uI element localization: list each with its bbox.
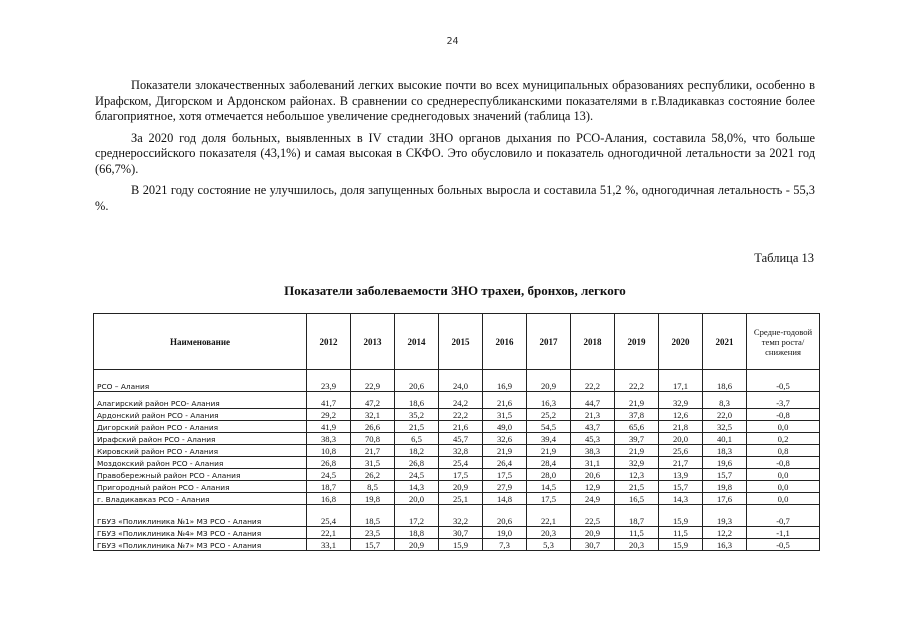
- table-row: [94, 421, 820, 433]
- value-cell: 18,3: [703, 445, 747, 457]
- value-cell: 26,8: [307, 457, 351, 469]
- value-cell: 41,7: [307, 392, 351, 409]
- value-cell: 17,6: [703, 493, 747, 505]
- value-cell: 19,0: [483, 527, 527, 539]
- value-cell: 20,9: [395, 539, 439, 551]
- paragraph-2: За 2020 год доля больных, выявленных в IV стадии ЗНО органов дыхания по РСО-Алания, составила 58,0%, что больше среднероссийского показателя (43,1%) и самая высокая в СКФО. Это обусловило и показатель одногодичной летальности за 2021 год (66,7%).: [95, 130, 815, 176]
- value-cell: 22,5: [571, 505, 615, 527]
- table-row: [94, 433, 820, 445]
- value-cell: 21,5: [395, 421, 439, 433]
- value-cell: 20,0: [659, 433, 703, 445]
- trend-cell: 0,0: [747, 469, 820, 481]
- value-cell: 21,3: [571, 409, 615, 421]
- value-cell: 24,0: [439, 370, 483, 392]
- table-row: [94, 409, 820, 421]
- value-cell: 17,5: [439, 469, 483, 481]
- value-cell: 16,8: [307, 493, 351, 505]
- trend-cell: -0,5: [747, 370, 820, 392]
- value-cell: 25,2: [527, 409, 571, 421]
- value-cell: 21,9: [527, 445, 571, 457]
- value-cell: 33,1: [307, 539, 351, 551]
- value-cell: 18,2: [395, 445, 439, 457]
- value-cell: 15,9: [439, 539, 483, 551]
- value-cell: 26,4: [483, 457, 527, 469]
- value-cell: 15,7: [703, 469, 747, 481]
- value-cell: 20,6: [483, 505, 527, 527]
- body-text: [95, 78, 815, 220]
- trend-cell: 0,0: [747, 493, 820, 505]
- value-cell: 22,1: [307, 527, 351, 539]
- row-name-cell: г. Владикавказ РСО - Алания: [94, 493, 307, 505]
- value-cell: 12,3: [615, 469, 659, 481]
- value-cell: 27,9: [483, 481, 527, 493]
- value-cell: 18,6: [395, 392, 439, 409]
- value-cell: 8,3: [703, 392, 747, 409]
- value-cell: 12,6: [659, 409, 703, 421]
- row-name-cell: Ардонский район РСО - Алания: [94, 409, 307, 421]
- trend-cell: -1,1: [747, 527, 820, 539]
- value-cell: 5,3: [527, 539, 571, 551]
- value-cell: 39,7: [615, 433, 659, 445]
- header-name: Наименование: [94, 314, 307, 370]
- value-cell: 65,6: [615, 421, 659, 433]
- value-cell: 24,2: [439, 392, 483, 409]
- table-row: [94, 527, 820, 539]
- value-cell: 11,5: [615, 527, 659, 539]
- value-cell: 21,9: [615, 445, 659, 457]
- value-cell: 12,9: [571, 481, 615, 493]
- value-cell: 14,3: [395, 481, 439, 493]
- value-cell: 32,9: [615, 457, 659, 469]
- header-year: 2015: [439, 314, 483, 370]
- value-cell: 6,5: [395, 433, 439, 445]
- value-cell: 25,1: [439, 493, 483, 505]
- header-year: 2013: [351, 314, 395, 370]
- value-cell: 10,8: [307, 445, 351, 457]
- trend-cell: 0,0: [747, 421, 820, 433]
- value-cell: 15,7: [659, 481, 703, 493]
- value-cell: 38,3: [307, 433, 351, 445]
- value-cell: 20,0: [395, 493, 439, 505]
- header-trend: Средне-годовой темп роста/ снижения: [747, 314, 820, 370]
- trend-cell: 0,2: [747, 433, 820, 445]
- value-cell: 20,3: [527, 527, 571, 539]
- value-cell: 21,8: [659, 421, 703, 433]
- value-cell: 17,5: [483, 469, 527, 481]
- value-cell: 22,2: [439, 409, 483, 421]
- header-year: 2017: [527, 314, 571, 370]
- paragraph-1: Показатели злокачественных заболеваний легких высокие почти во всех муниципальных образованиях республики, особенно в Ирафском, Дигорском и Ардонском районах. В сравнении со среднереспубликанскими показателями в г.Владикавказ состояние более благоприятное, хотя отмечается небольшое увеличение среднегодовых значений (таблица 13).: [95, 78, 815, 123]
- value-cell: 70,8: [351, 433, 395, 445]
- value-cell: 38,3: [571, 445, 615, 457]
- value-cell: 17,5: [527, 493, 571, 505]
- value-cell: 30,7: [439, 527, 483, 539]
- value-cell: 18,7: [307, 481, 351, 493]
- header-year: 2019: [615, 314, 659, 370]
- value-cell: 44,7: [571, 392, 615, 409]
- header-year: 2021: [703, 314, 747, 370]
- row-name-cell: Ирафский район РСО - Алания: [94, 433, 307, 445]
- row-name-cell: Моздокский район РСО - Алания: [94, 457, 307, 469]
- value-cell: 24,5: [307, 469, 351, 481]
- value-cell: 26,2: [351, 469, 395, 481]
- value-cell: 47,2: [351, 392, 395, 409]
- trend-cell: 0,0: [747, 481, 820, 493]
- value-cell: 22,2: [571, 370, 615, 392]
- value-cell: 16,9: [483, 370, 527, 392]
- value-cell: 32,6: [483, 433, 527, 445]
- trend-cell: 0,8: [747, 445, 820, 457]
- value-cell: 17,2: [395, 505, 439, 527]
- value-cell: 21,9: [615, 392, 659, 409]
- trend-cell: -0,5: [747, 539, 820, 551]
- value-cell: 16,3: [703, 539, 747, 551]
- value-cell: 11,5: [659, 527, 703, 539]
- value-cell: 23,9: [307, 370, 351, 392]
- header-year: 2018: [571, 314, 615, 370]
- value-cell: 21,7: [659, 457, 703, 469]
- value-cell: 19,8: [351, 493, 395, 505]
- trend-cell: -0,8: [747, 409, 820, 421]
- row-name-cell: РСО – Алания: [94, 370, 307, 392]
- value-cell: 16,5: [615, 493, 659, 505]
- value-cell: 24,5: [395, 469, 439, 481]
- value-cell: 15,9: [659, 539, 703, 551]
- value-cell: 15,7: [351, 539, 395, 551]
- table-title: Показатели заболеваемости ЗНО трахеи, бронхов, легкого: [284, 283, 626, 298]
- value-cell: 29,2: [307, 409, 351, 421]
- value-cell: 22,9: [351, 370, 395, 392]
- value-cell: 45,3: [571, 433, 615, 445]
- value-cell: 22,0: [703, 409, 747, 421]
- value-cell: 19,6: [703, 457, 747, 469]
- table-row: [94, 469, 820, 481]
- page-number: 24: [446, 36, 459, 47]
- row-name-cell: ГБУЗ «Поликлиника №4» МЗ РСО - Алания: [94, 527, 307, 539]
- value-cell: 35,2: [395, 409, 439, 421]
- value-cell: 32,8: [439, 445, 483, 457]
- value-cell: 17,1: [659, 370, 703, 392]
- value-cell: 41,9: [307, 421, 351, 433]
- value-cell: 15,9: [659, 505, 703, 527]
- row-name-cell: ГБУЗ «Поликлиника №1» МЗ РСО - Алания: [94, 505, 307, 527]
- row-name-cell: Дигорский район РСО - Алания: [94, 421, 307, 433]
- value-cell: 21,9: [483, 445, 527, 457]
- value-cell: 32,5: [703, 421, 747, 433]
- header-year: 2016: [483, 314, 527, 370]
- value-cell: 31,1: [571, 457, 615, 469]
- value-cell: 18,8: [395, 527, 439, 539]
- value-cell: 54,5: [527, 421, 571, 433]
- table-row: [94, 392, 820, 409]
- trend-cell: -3,7: [747, 392, 820, 409]
- value-cell: 16,3: [527, 392, 571, 409]
- value-cell: 32,1: [351, 409, 395, 421]
- value-cell: 28,0: [527, 469, 571, 481]
- value-cell: 19,8: [703, 481, 747, 493]
- value-cell: 7,3: [483, 539, 527, 551]
- value-cell: 26,8: [395, 457, 439, 469]
- value-cell: 25,6: [659, 445, 703, 457]
- trend-cell: -0,8: [747, 457, 820, 469]
- value-cell: 30,7: [571, 539, 615, 551]
- row-name-cell: ГБУЗ «Поликлиника №7» МЗ РСО - Алания: [94, 539, 307, 551]
- value-cell: 32,2: [439, 505, 483, 527]
- table-row: [94, 505, 820, 527]
- value-cell: 43,7: [571, 421, 615, 433]
- value-cell: 22,2: [615, 370, 659, 392]
- header-year: 2020: [659, 314, 703, 370]
- value-cell: 13,9: [659, 469, 703, 481]
- value-cell: 20,6: [571, 469, 615, 481]
- header-year: 2012: [307, 314, 351, 370]
- value-cell: 22,1: [527, 505, 571, 527]
- table-row: [94, 481, 820, 493]
- value-cell: 32,9: [659, 392, 703, 409]
- value-cell: 20,3: [615, 539, 659, 551]
- value-cell: 20,9: [439, 481, 483, 493]
- table-caption: Таблица 13: [754, 251, 814, 265]
- row-name-cell: Алагирский район РСО- Алания: [94, 392, 307, 409]
- value-cell: 21,6: [439, 421, 483, 433]
- value-cell: 18,7: [615, 505, 659, 527]
- value-cell: 31,5: [351, 457, 395, 469]
- value-cell: 23,5: [351, 527, 395, 539]
- value-cell: 21,5: [615, 481, 659, 493]
- incidence-table: [93, 313, 820, 551]
- value-cell: 18,5: [351, 505, 395, 527]
- value-cell: 39,4: [527, 433, 571, 445]
- table-row: [94, 539, 820, 551]
- row-name-cell: Пригородный район РСО - Алания: [94, 481, 307, 493]
- value-cell: 40,1: [703, 433, 747, 445]
- value-cell: 20,9: [527, 370, 571, 392]
- value-cell: 31,5: [483, 409, 527, 421]
- value-cell: 18,6: [703, 370, 747, 392]
- table-header-row: [94, 314, 820, 370]
- paragraph-3: В 2021 году состояние не улучшилось, доля запущенных больных выросла и составила 51,2 %, одногодичная летальность - 55,3 %.: [95, 183, 815, 213]
- table-row: [94, 493, 820, 505]
- value-cell: 49,0: [483, 421, 527, 433]
- value-cell: 14,5: [527, 481, 571, 493]
- value-cell: 26,6: [351, 421, 395, 433]
- value-cell: 12,2: [703, 527, 747, 539]
- value-cell: 37,8: [615, 409, 659, 421]
- value-cell: 19,3: [703, 505, 747, 527]
- value-cell: 20,6: [395, 370, 439, 392]
- table-row: [94, 370, 820, 392]
- table-row: [94, 457, 820, 469]
- value-cell: 21,6: [483, 392, 527, 409]
- value-cell: 25,4: [439, 457, 483, 469]
- value-cell: 21,7: [351, 445, 395, 457]
- value-cell: 45,7: [439, 433, 483, 445]
- value-cell: 20,9: [571, 527, 615, 539]
- header-year: 2014: [395, 314, 439, 370]
- row-name-cell: Кировский район РСО - Алания: [94, 445, 307, 457]
- value-cell: 14,3: [659, 493, 703, 505]
- value-cell: 14,8: [483, 493, 527, 505]
- row-name-cell: Правобережный район РСО - Алания: [94, 469, 307, 481]
- table-row: [94, 445, 820, 457]
- trend-cell: -0,7: [747, 505, 820, 527]
- value-cell: 28,4: [527, 457, 571, 469]
- value-cell: 8,5: [351, 481, 395, 493]
- value-cell: 25,4: [307, 505, 351, 527]
- value-cell: 24,9: [571, 493, 615, 505]
